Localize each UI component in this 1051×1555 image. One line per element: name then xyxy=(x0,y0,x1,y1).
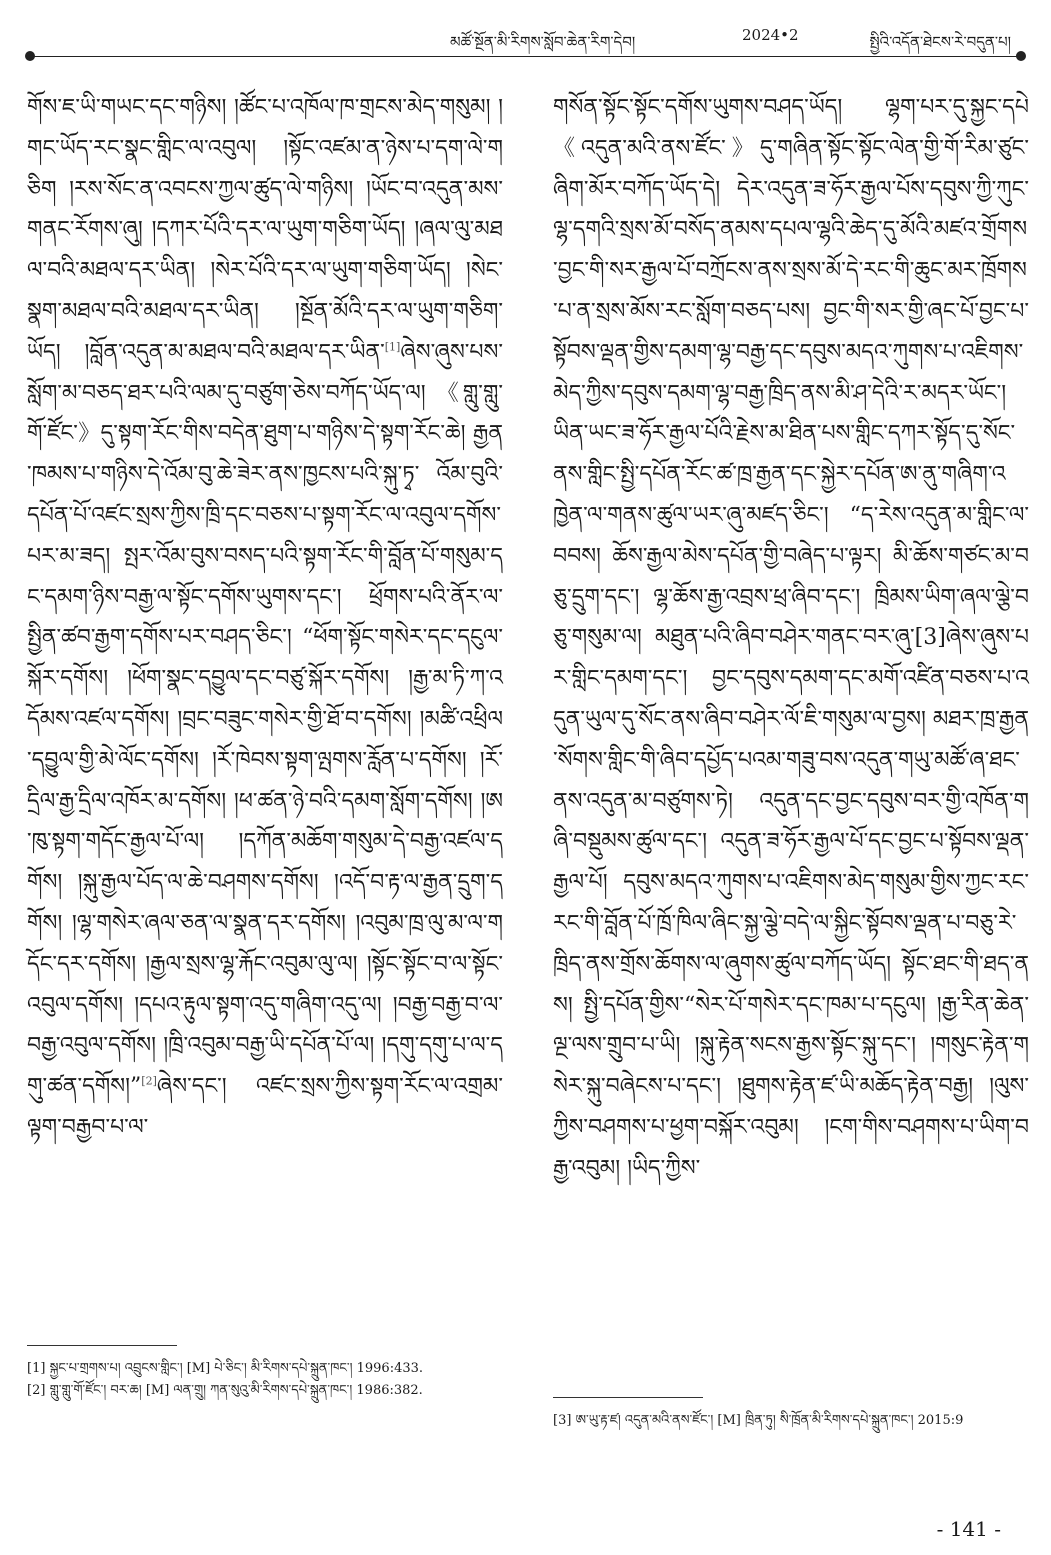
right-column xyxy=(553,88,1029,1190)
section-title: སྤྱིའི་འདོན་ཐེངས་རེ་བདུན་པ། xyxy=(869,33,1011,51)
running-header xyxy=(30,18,1021,58)
footnote-ref-1[interactable]: [1] xyxy=(384,340,401,354)
left-text-3: ཞེས་དང་། འཛང་སྲས་ཀྱིས་སྟག་རོང་ལ་འགྲམ་ལྟག་བརྒྱབ་པ་ལ་ xyxy=(27,1074,503,1140)
left-text-2: ཞེས་ཞུས་པས་སློག་མ་བཅད་ཐར་པའི་ལམ་དུ་བཙུག་ཅེས་བཀོད་ཡོད་ལ། 《གླུ་གླུ་གོ་ཛོང་》དུ་སྟག་རོང་གིས་བདེན་ཐུག་པ་གཉིས་དེ་སྟག་རོང་ཆེ། རྒྱན་ཁམས་པ་གཉིས་དེ་འོམ་བུ་ཆེ་ཟེར་ནས་ཁྱངས་པའི་སྐུ་ཏྭ་ འོམ་བུའི་དཔོན་པོ་འཛང་སྲས་ཀྱིས་ཁྲི་དང་བཅས་པ་སྟག་རོང་ལ་འབུལ་དགོས་པར་མ་ཟད། སྤར་འོམ་བུས་བསད་པའི་སྟག་རོང་གི་བློན་པོ་གསུམ་དང་དམག་ཉིས་བརྒྱ་ལ་སྟོང་དགོས་ཡུགས་དང་། ཕྲོགས་པའི་ནོར་ལ་སྤྱིན་ཚབ་རྒྱག་དགོས་པར་བཤད་ཅིང་། “ཕོག་སྟོང་གསེར་དང་དངུལ་སྐོར་དགོས། །ཕོག་སྣང་དབྱུལ་དང་བཙུ་སྐོར་དགོས། །རྒྱ་མ་ཏི་ཀ་འདོམས་འཛལ་དགོས། །བྲང་བཟུང་གསེར་གྱི་ཐོ་བ་དགོས། །མཚི་འཕྲིལ་དབྱུལ་གྱི་མེ་ལོང་དགོས། །རོ་ཁེབས་སྟག་ལྤགས་རློན་པ་དགོས། །རོ་དྲིལ་རྒྱ་དྲིལ་འཁོར་མ་དགོས། །ཕ་ཚན་ཉེ་བའི་དམག་སློག་དགོས། །ཨ་ཁུ་སྟག་གདོང་རྒྱལ་པོ་ལ། །དཀོན་མཆོག་གསུམ་དེ་བརྒྱ་འཛལ་དགོས། །སྐུ་རྒྱལ་པོད་ལ་ཆེ་བཤགས་དགོས། །འདོ་བ་རྟ་ལ་རྒྱན་དྲུག་དགོས། །ལྷ་གསེར་ཞལ་ཅན་ལ་སྣན་དར་དགོས། །འབུམ་ཁྲ་ལུ་མ་ལ་གདོང་དར་དགོས། །རྒྱལ་སྲས་ལྷ་རྐོང་འབུམ་ལུ་ལ། །སྟོང་སྟོང་བ་ལ་སྟོང་འབུལ་དགོས། །དཔའ་རྟུལ་སྟག་འདུ་གཞིག་འདུ་ལ། །བརྒྱ་བརྒྱ་བ་ལ་བརྒྱ་འབུལ་དགོས། །ཁྲི་འབུམ་བརྒྱ་ཡི་དཔོན་པོ་ལ། །དགུ་དགུ་པ་ལ་དགུ་ཚན་དགོས།” xyxy=(27,339,503,1100)
left-text-1: གོས་ཇ་ཡི་གཡང་དང་གཉིས། །ཚོང་པ་འཁོལ་ཁ་གྲངས་མེད་གསུམ། །གང་ཡོད་རང་སྣང་གླིང་ལ་འབུལ། །སྟོང་འཛམ་ན་ཉེས་པ་དག་ལེ་གཅིག །རས་སོང་ན་འབངས་ཀྱལ་ཚུད་ལེ་གཉིས། །ཡོང་བ་འདུན་མས་གནང་རོགས་ཞུ། །དཀར་པོའི་དར་ལ་ཡུག་གཅིག་ཡོད། །ཞལ་ལུ་མཐལ་བའི་མཐལ་དར་ཡིན། །སེར་པོའི་དར་ལ་ཡུག་གཅིག་ཡོད། །སེང་སྣག་མཐལ་བའི་མཐལ་དར་ཡིན། །སྔོན་མོའི་དར་ལ་ཡུག་གཅིག་ཡོད། །བློན་འདུན་མ་མཐལ་བའི་མཐལ་དར་ཡིན་ xyxy=(27,95,503,365)
issue-year: 2024•2 xyxy=(742,26,799,44)
right-column-body xyxy=(553,88,1029,1190)
footnote-2: [2] གླུ་གླུ་གོ་ཛོང་། བར་ཆ། [M] ལན་གྲུ། ཀན་སུའུ་མི་རིགས་དཔེ་སྐྲུན་ཁང་། 1986:382. xyxy=(27,1383,423,1398)
footnote-3: [3] ཨ་ཡུ་རྟ་ཛ། འདུན་མའི་ནས་ཛོང་། [M] ཁྲིན་ཏུ། སི་ཁྲོན་མི་རིགས་དཔེ་སྐྲུན་ཁང་། 2015:9 xyxy=(553,1413,964,1428)
left-column-body xyxy=(27,88,503,1149)
footnotes-left xyxy=(27,1358,503,1402)
header-rule xyxy=(30,56,1021,57)
footnote-rule-left xyxy=(27,1345,177,1346)
footnote-ref-2[interactable]: [2] xyxy=(141,1074,157,1088)
page-number: - 141 - xyxy=(936,1517,1001,1541)
right-text-2: ཞེས་ཞུས་པར་གླིང་དམག་དང་། བྱང་དབུས་དམག་དང་མགོ་འཛིན་བཅས་པ་འདུན་ཡུལ་དུ་སོང་ནས་ཞིབ་བཤེར་ལོ་ཇི་གསུམ་ལ་བྱས། མཐར་ཁྲ་རྒྱན་སོགས་གླིང་གི་ཞིབ་དཔྱོད་པའམ་གཟུ་བས་འདུན་གཡུ་མཚོ་ཞ་ཐང་ནས་འདུན་མ་བཙུགས་ཏེ། འདུན་དང་བྱང་དབུས་བར་གྱི་འཁོན་གཞི་བསྡུམས་ཚུལ་དང་། འདུན་ཟ་ཧོར་རྒྱལ་པོ་དང་བྱང་པ་སྟོབས་ལྡན་རྒྱལ་པོ། དབུས་མདའ་ཀུགས་པ་འཇིགས་མེད་གསུམ་གྱིས་ཀྱང་རང་རང་གི་བློན་པོ་ཁྲོ་ཁིལ་ཞིང་སྐྱ་ལྕེ་བདེ་ལ་སྐྱིང་སྟོབས་ལྡན་པ་བཅུ་རེ་ཁྲིད་ནས་གྲོས་ཆོགས་ལ་ཞུགས་ཚུལ་བཀོད་ཡོད། སྟོང་ཐང་གི་ཐད་ནས། སྤྱི་དཔོན་གྱིས་“སེར་པོ་གསེར་དང་ཁམ་པ་དངུལ། །རྒྱ་རིན་ཆེན་ལྔ་ལས་གྲུབ་པ་ཡི། །སྐུ་རྟེན་སངས་རྒྱས་སྟོང་སྐུ་དང་། །གསུང་རྟེན་གསེར་སྐུ་བཞེངས་པ་དང་། །ཐུགས་རྟེན་ཛ་ཡི་མཆོད་རྟེན་བརྒྱ། །ལུས་ཀྱིས་བཤགས་པ་ཕྱག་བསྐོར་འབུམ། །ངག་གིས་བཤགས་པ་ཡིག་བརྒྱ་འབུམ། །ཡིད་ཀྱིས་ xyxy=(553,625,1029,1181)
journal-title: མཚོ་སྔོན་མི་རིགས་སློབ་ཆེན་རིག་དེབ། xyxy=(450,33,636,51)
right-text-1: གསོན་སྟོང་སྟོང་དགོས་ཡུགས་བཤད་ཡོད། ལྷག་པར་དུ་སྐྱང་དཔེ《འདུན་མའི་ནས་ཛོང་》དུ་གཞིན་སྟོང་སྟོང་ལེན་གྱི་གོ་རིམ་ཙུང་ཞིག་མོར་བཀོད་ཡོད་དེ། དེར་འདུན་ཟ་ཧོར་རྒྱལ་པོས་དབུས་ཀྱི་ཀུང་ལྷ་དགའི་སྲས་མོ་བསོད་ནམས་དཔལ་ལྷའི་ཆེད་དུ་མོའི་མཛའ་གྲོགས་བྱང་གི་སར་རྒྱལ་པོ་བཀྲོངས་ནས་སྲས་མོ་དེ་རང་གི་ཆུང་མར་ཁྲོགས་པ་ན་སྲས་མོས་རང་སློག་བཅད་པས། བྱང་གི་སར་གྱི་ཞང་པོ་བྱང་པ་སྟོབས་ལྡན་གྱིས་དམག་ལྷ་བརྒྱ་དང་དབུས་མདའ་ཀུགས་པ་འཇིགས་མེད་ཀྱིས་དབུས་དམག་ལྷ་བརྒྱ་ཁྲིད་ནས་མི་ཤ་དེའི་ར་མདར་ཡོང་། ཡིན་ཡང་ཟ་ཧོར་རྒྱལ་པོའི་རྗེས་མ་ཐིན་པས་གླིང་དཀར་སྟོད་དུ་སོང་ནས་གླིང་སྤྱི་དཔོན་རོང་ཚ་ཁྲ་རྒྱན་དང་སྐྱེར་དཔོན་ཨ་ནུ་གཞིག་འཁྱེན་ལ་གནས་ཚུལ་ཡར་ཞུ་མཛད་ཅིང་། “ད་རེས་འདུན་མ་གླིང་ལ་བབས། ཆོས་རྒྱལ་མེས་དཔོན་གྱི་བཞེད་པ་ལྟར། མི་ཆོས་གཙང་མ་བཅུ་དྲུག་དང་། ལྷ་ཆོས་རྒྱ་འབྲས་ཕྲ་ཞིབ་དང་། ཁྲིམས་ཡིག་ཞལ་ལྕེ་བཅུ་གསུམ་ལ། མཐུན་པའི་ཞིབ་བཤེར་གནང་བར་ཞུ་ xyxy=(553,95,1029,651)
footnotes-right xyxy=(553,1410,1029,1432)
footnote-1: [1] སྐྱང་པ་གྲགས་པ། འབྲུངས་གླིང་། [M] པེ་ཅིང་། མི་རིགས་དཔེ་སྐྲུན་ཁང་། 1996:433. xyxy=(27,1361,424,1376)
footnote-ref-3[interactable]: [3] xyxy=(914,625,946,651)
left-column xyxy=(27,88,503,1149)
footnote-rule-right xyxy=(553,1397,703,1398)
header-rule-dot-right xyxy=(1016,51,1026,61)
